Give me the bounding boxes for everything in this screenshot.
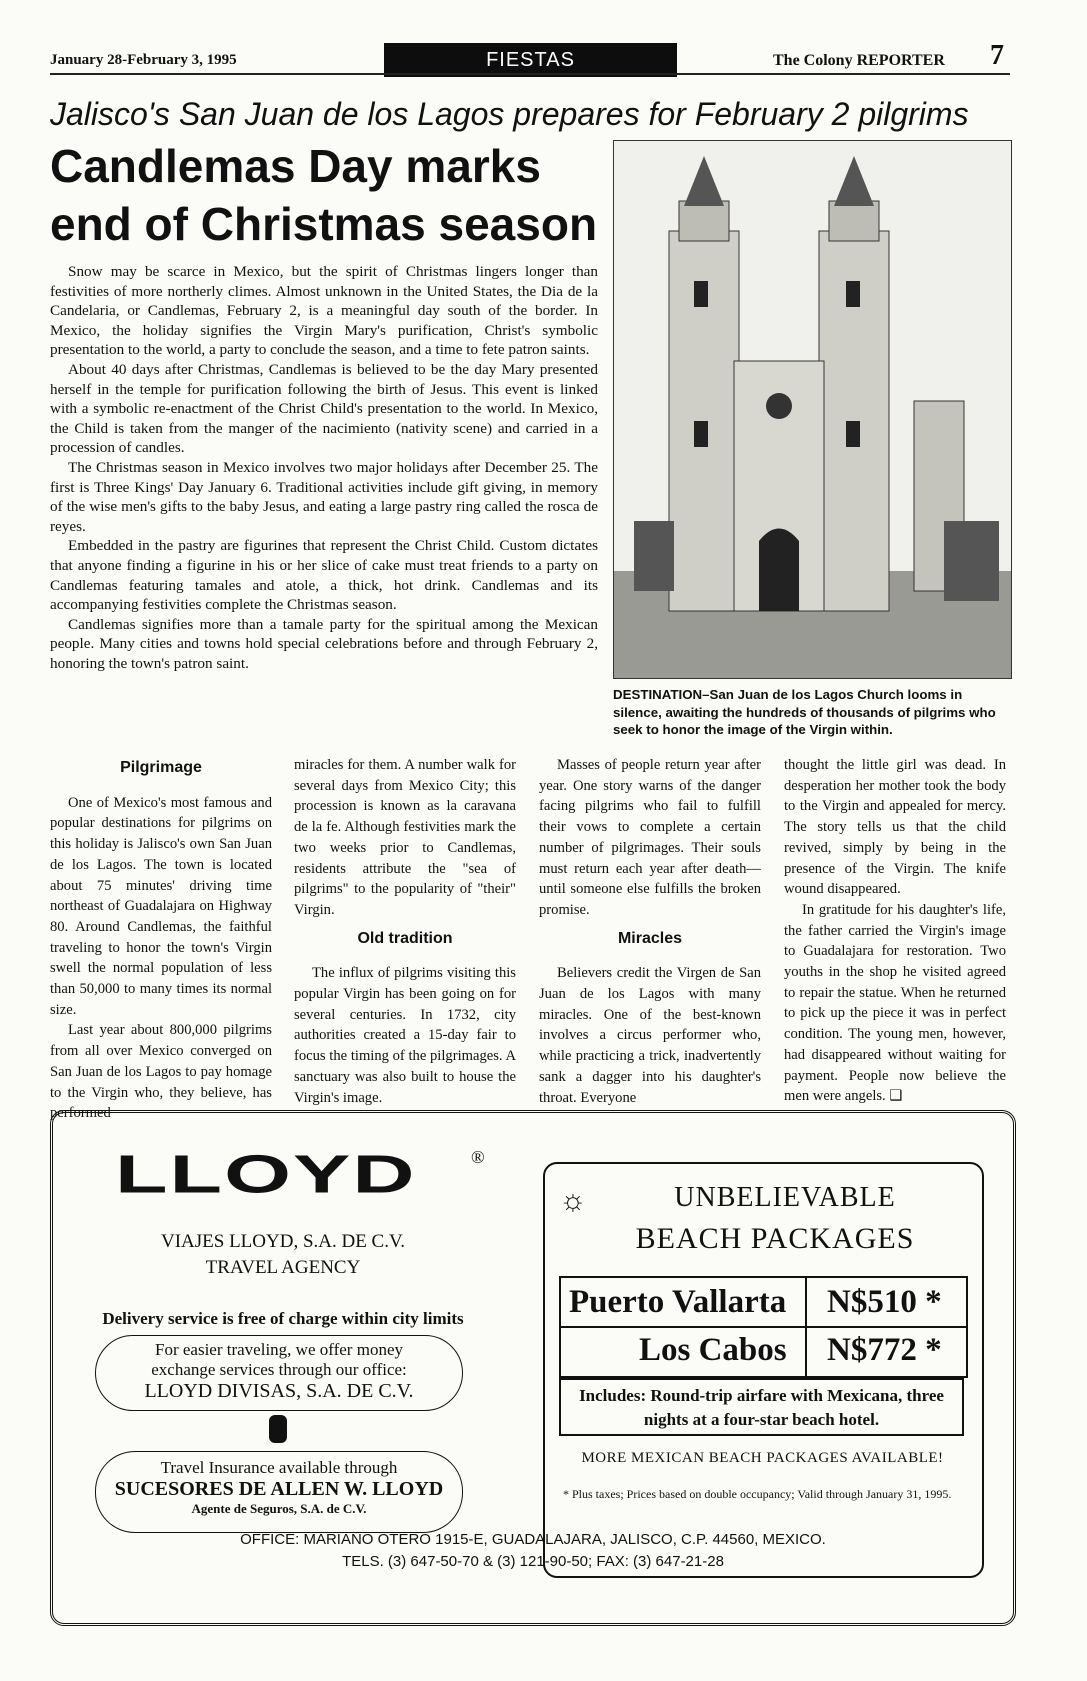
column-paragraph: The influx of pilgrims visiting this popular Virgin has been going on for several centuries. In 1732, city authorities created a 15-day fair to focus the timing of the pilgrimages. A sanctuary was also built to house the Virgin's image. bbox=[294, 965, 516, 1106]
company-name: VIAJES LLOYD, S.A. DE C.V. bbox=[160, 1231, 406, 1252]
lloyd-logo: LLOYD bbox=[115, 1144, 417, 1205]
newspaper-name: The Colony REPORTER bbox=[773, 52, 945, 69]
column-3 bbox=[539, 755, 761, 1108]
exchange-box bbox=[95, 1335, 463, 1411]
lead-paragraph: The Christmas season in Mexico involves two major holidays after December 25. The first is Three Kings' Day January 6. Traditional activities include gift giving, in memory of the wise men's gifts to the baby Jesus, and eating a large pastry ring called the rosca de reyes. bbox=[50, 458, 598, 535]
price-table bbox=[559, 1276, 968, 1378]
section-label: FIESTAS bbox=[384, 43, 677, 77]
beach-packages-box bbox=[543, 1162, 984, 1578]
column-2 bbox=[294, 755, 516, 1108]
column-4 bbox=[784, 755, 1006, 1107]
connector-icon bbox=[269, 1415, 287, 1443]
package-includes: Includes: Round-trip airfare with Mexicana, three nights at a four-star beach hotel. bbox=[559, 1378, 964, 1436]
column-divider bbox=[805, 1278, 807, 1376]
column-1 bbox=[50, 750, 272, 1124]
insurance-agent: Agente de Seguros, S.A. de C.V. bbox=[191, 1501, 367, 1516]
office-address: OFFICE: MARIANO OTERO 1915-E, GUADALAJARA, JALISCO, C.P. 44560, MEXICO. bbox=[240, 1531, 826, 1548]
column-paragraph: Masses of people return year after year. One story warns of the danger facing pilgrims who fail to fulfill their vows to complete a certain number of pilgrimages. Their souls must return each year after death—until someone else fulfills the broken promise. bbox=[539, 757, 761, 918]
header-rule bbox=[50, 73, 1010, 75]
registered-mark: ® bbox=[471, 1147, 485, 1167]
church-photo bbox=[613, 140, 1012, 679]
subhead-pilgrimage: Pilgrimage bbox=[120, 759, 202, 776]
column-paragraph: Believers credit the Virgen de San Juan de los Lagos with many miracles. One of the best-known involves a circus performer who, while practicing a trick, inadvertently sank a dagger into his daughter's throat. Everyone bbox=[539, 965, 761, 1106]
beach-title: BEACH PACKAGES bbox=[635, 1222, 915, 1255]
fine-print: * Plus taxes; Prices based on double occupancy; Valid through January 31, 1995. bbox=[563, 1487, 952, 1501]
destination-price: N$510 * bbox=[827, 1284, 942, 1320]
column-paragraph: One of Mexico's most famous and popular destinations for pilgrims on this holiday is Jalisco's own San Juan de los Lagos. The town is located about 75 minutes' driving time northeast of Guadalajara on Highway 80. Around Candlemas, the faithful traveling to honor the town's Virgin swell the normal population of less than 50,000 to many times its normal size. bbox=[50, 794, 272, 1018]
column-paragraph: thought the little girl was dead. In desperation her mother took the body to the Virgin and appealed for mercy. The story tells us that the child revived, simply by being in the presence of the Virgin. The knife wound disappeared. bbox=[784, 757, 1006, 898]
destination-name: Puerto Vallarta bbox=[569, 1284, 787, 1320]
lead-paragraph: Embedded in the pastry are figurines that represent the Christ Child. Custom dictates that anyone finding a figurine in his or her slice of cake must treat friends to a party on Candlemas featuring tamales and atole, a thick, hot drink. Candlemas and its accompanying festivities complete the Christmas season. bbox=[50, 537, 598, 614]
exchange-office: LLOYD DIVISAS, S.A. DE C.V. bbox=[144, 1380, 414, 1402]
company-type: TRAVEL AGENCY bbox=[205, 1257, 361, 1278]
lead-paragraph: About 40 days after Christmas, Candlemas is believed to be the day Mary presented herself in the temple for purification following the birth of Jesus. This event is linked with a symbolic re-enactment of the Christ Child's presentation to the world. In Mexico, the Child is taken from the manger of the nacimiento (nativity scene) and carried in a procession of candles. bbox=[50, 360, 598, 457]
column-paragraph: Last year about 800,000 pilgrims from all over Mexico converged on San Juan de los Lagos to pay homage to the Virgin who, they believe, has performed bbox=[50, 1022, 272, 1122]
insurance-company: SUCESORES DE ALLEN W. LLOYD bbox=[114, 1478, 444, 1500]
subhead-old-tradition: Old tradition bbox=[357, 929, 453, 947]
lead-paragraph: Candlemas signifies more than a tamale party for the spiritual among the Mexican people. Many cities and towns hold special celebrations before and through February 2, honoring the town's patron saint. bbox=[50, 615, 598, 672]
page-number: 7 bbox=[990, 40, 1004, 71]
column-paragraph: In gratitude for his daughter's life, the father carried the Virgin's image to Guadalajara for restoration. Two youths in the shop he visited agreed to repair the statue. When he returned to pick up the piece it was in perfect condition. The young men, however, had disappeared without waiting for payment. People now believe the men were angels. ❑ bbox=[784, 901, 1006, 1105]
beach-title: UNBELIEVABLE bbox=[674, 1182, 896, 1213]
exchange-line: For easier traveling, we offer money bbox=[155, 1340, 403, 1359]
article-kicker: Jalisco's San Juan de los Lagos prepares for February 2 pilgrims bbox=[50, 96, 969, 132]
article-headline: Candlemas Day marks end of Christmas season bbox=[50, 140, 598, 250]
exchange-line: exchange services through our office: bbox=[151, 1360, 407, 1379]
article-lead bbox=[50, 262, 598, 673]
sun-icon: ☼ bbox=[559, 1184, 587, 1217]
insurance-line: Travel Insurance available through bbox=[160, 1458, 398, 1477]
delivery-note: Delivery service is free of charge within city limits bbox=[102, 1309, 464, 1328]
row-divider bbox=[561, 1326, 966, 1328]
more-packages: MORE MEXICAN BEACH PACKAGES AVAILABLE! bbox=[581, 1450, 944, 1466]
photo-caption: DESTINATION–San Juan de los Lagos Church looms in silence, awaiting the hundreds of thousands of pilgrims who seek to honor the image of the Virgin within. bbox=[613, 687, 996, 737]
destination-price: N$772 * bbox=[827, 1332, 942, 1368]
lead-paragraph: Snow may be scarce in Mexico, but the spirit of Christmas lingers longer than festivities of more northerly climes. Almost unknown in the United States, the Dia de la Candelaria, or Candlemas, February 2, is a meaningful day south of the border. In Mexico, the holiday signifies the Virgin Mary's purification, Christ's symbolic presentation to the world, a party to conclude the season, and a time to fete patron saints. bbox=[50, 263, 598, 359]
column-paragraph: miracles for them. A number walk for several days from Mexico City; this procession is known as la caravana de la fe. Although festivities mark the two weeks prior to Candlemas, residents attribute the "sea of pilgrims" to the popularity of "their" Virgin. bbox=[294, 757, 516, 918]
subhead-miracles: Miracles bbox=[617, 929, 683, 947]
church-illustration bbox=[614, 141, 1011, 678]
office-phones: TELS. (3) 647-50-70 & (3) 121-90-50; FAX: (3) 647-21-28 bbox=[342, 1553, 724, 1570]
insurance-box bbox=[95, 1451, 463, 1533]
issue-date: January 28-February 3, 1995 bbox=[50, 52, 237, 68]
destination-name: Los Cabos bbox=[639, 1332, 787, 1368]
